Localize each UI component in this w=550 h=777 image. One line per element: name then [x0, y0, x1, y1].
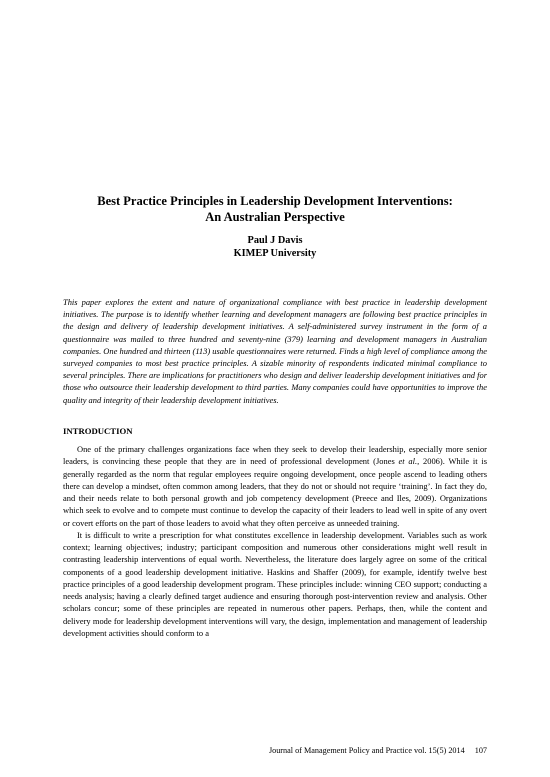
paper-title: [40, 193, 510, 225]
section-heading: INTRODUCTION: [63, 426, 133, 436]
author-name: Paul J Davis: [247, 235, 303, 246]
citation-et-al: et al.: [398, 456, 418, 467]
paragraph-1-text-b: , 2006). While it is generally regarded as the norm that regular employees require ongoing development, once people ascend to leading others there can develop a mindset, often common among leaders, that they do not or should not require ‘training’. In fact they do, and their needs relate to both personal growth and job competency development (Preece and Iles, 2009). Organizations which seek to evolve and to compete must continue to develop the capacity of their leaders to lead well in spite of any overt or covert efforts on the part of those leaders to avoid what they often perceive as unneeded training.: [63, 456, 487, 528]
body-text: [63, 443, 487, 639]
author-affiliation: KIMEP University: [233, 248, 317, 259]
abstract: This paper explores the extent and nature of organizational compliance with best practice in leadership development initiatives. The purpose is to identify whether learning and development managers are following best practice principles in the design and delivery of leadership development initiatives. A self-administered survey instrument in the form of a questionnaire was mailed to three hundred and seventy-nine (379) learning and development managers in Australian companies. One hundred and thirteen (113) usable questionnaires were returned. Finds a high level of compliance among the surveyed companies to most best practice principles. A sizable minority of respondents indicated minimal compliance to several principles. There are implications for practitioners who design and deliver leadership development initiatives and for those who outsource their leadership development to third parties. Many companies could have opportunities to improve the quality and integrity of their leadership development initiatives.: [63, 297, 487, 405]
paper-title-line-1: Best Practice Principles in Leadership Development Interventions:: [97, 194, 453, 208]
paragraph-1-text-a: One of the primary challenges organizations face when they seek to develop their leadership, especially more senior leaders, is convincing these people that they are in need of professional development (Jones: [63, 444, 487, 467]
paper-title-line-2: An Australian Perspective: [205, 210, 345, 224]
body-paragraph-2: It is difficult to write a prescription for what constitutes excellence in leadership development. Variables such as work context; learning objectives; industry; participant composition and numerous other considerations might well result in contrasting leadership interventions of equal worth. Nevertheless, the literature does largely agree on some of the critical components of a good leadership development initiative. Haskins and Shaffer (2009), for example, identify twelve best practice principles of a good leadership development program. These principles include: winning CEO support; conducting a needs analysis; having a clearly defined target audience and ensuring thorough post-intervention review and analysis. Other scholars concur; some of these principles are repeated in numerous other papers. Perhaps, then, while the content and delivery mode for leadership development interventions will vary, the design, implementation and management of leadership development activities should conform to a: [63, 529, 487, 638]
body-paragraph-1: [63, 443, 487, 529]
author-block: [60, 234, 490, 260]
footer-journal: Journal of Management Policy and Practice vol. 15(5) 2014: [268, 746, 465, 755]
page-footer: [200, 745, 487, 756]
page-number: 107: [474, 746, 487, 755]
